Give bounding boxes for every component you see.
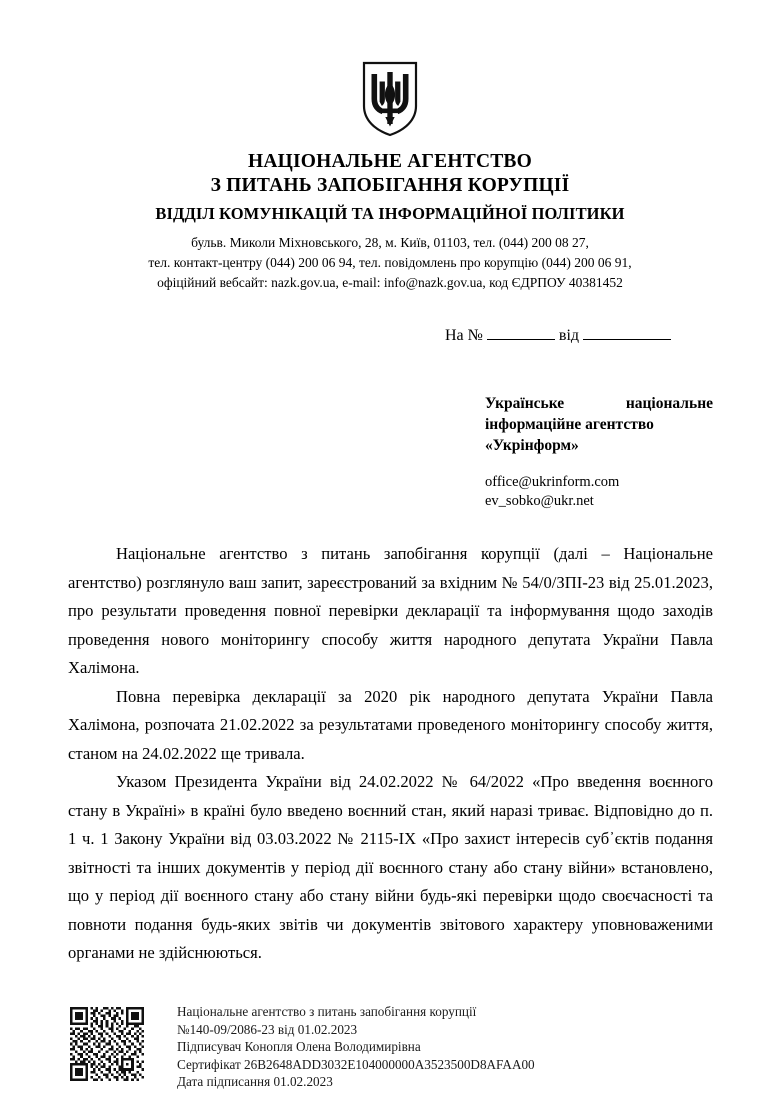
organization-title-line2: З ПИТАНЬ ЗАПОБІГАННЯ КОРУПЦІЇ	[210, 175, 570, 196]
qr-code-icon	[70, 1007, 144, 1081]
reference-na-input[interactable]	[487, 339, 555, 340]
body-paragraph: Національне агентство з питань запобігання корупції (далі – Національне агентство) розглянуло ваш запит, зареєстрований за вхідним № 54/0/ЗПІ-23 від 25.01.2023, про результати проведення повної перевірки декларації та інформування щодо заходів проведення нового моніторингу способу життя народного депутата України Павла Халімона.	[68, 544, 713, 677]
signature-organization: Національне агентство з питань запобігання корупції	[177, 1004, 477, 1019]
signature-signer: Підписувач Конопля Олена Володимирівна	[177, 1039, 421, 1055]
letter-body	[68, 540, 713, 968]
contact-details	[60, 233, 720, 293]
body-paragraph: Повна перевірка декларації за 2020 рік народного депутата України Павла Халімона, розпочата 21.02.2022 за результатами проведеного моніторингу способу життя, станом на 24.02.2022 ще тривала.	[68, 686, 713, 763]
body-paragraph: Указом Президента України від 24.02.2022 № 64/2022 «Про введення воєнного стану в Україні» в країні було введено воєнний стан, який наразі триває. Відповідно до п. 1 ч. 1 Закону України від 03.03.2022 № 2115-IX «Про захист інтересів суб᾽єктів подання звітності та інших документів у період дії воєнного стану або стану війни» встановлено, що у період дії воєнного стану або стану війни будь-які перевірки щодо своєчасності та повноти подання будь-яких звітів чи документів звітового характеру уповноваженими органами не здійснюються.	[68, 772, 713, 962]
addressee-email-secondary: ev_sobko@ukr.net	[485, 493, 594, 509]
contact-address-line: бульв. Миколи Міхновського, 28, м. Київ, 01103, тел. (044) 200 08 27,	[191, 235, 589, 250]
reference-vid-label: від	[558, 327, 580, 344]
reference-vid-input[interactable]	[583, 339, 671, 340]
addressee-email-primary: office@ukrinform.com	[485, 474, 620, 490]
emblem-container	[0, 60, 780, 138]
signature-date: Дата підписання 01.02.2023	[177, 1074, 333, 1090]
letterhead-header	[60, 150, 720, 293]
digital-signature-block	[70, 1003, 535, 1091]
signature-certificate: Сертифікат 26B2648ADD3032E104000000A3523500D8AFAA00	[177, 1056, 535, 1072]
addressee-name-line1: Українське національне	[485, 395, 713, 412]
addressee-block	[485, 393, 713, 511]
addressee-name-line3: «Укрінформ»	[485, 437, 579, 454]
addressee-name	[485, 393, 713, 456]
department-title: ВІДДІЛ КОМУНІКАЦІЙ ТА ІНФОРМАЦІЙНОЇ ПОЛІТИКИ	[155, 204, 625, 223]
reference-line	[445, 326, 671, 346]
signature-details	[177, 1003, 535, 1091]
organization-title	[60, 150, 720, 198]
reference-na-label: На №	[445, 327, 483, 344]
addressee-emails	[485, 473, 713, 511]
addressee-name-line2: інформаційне агентство	[485, 416, 654, 433]
signature-document-number: №140-09/2086-23 від 01.02.2023	[177, 1021, 358, 1037]
ukrainian-trident-coat-of-arms-icon	[361, 60, 419, 138]
contact-phones-line: тел. контакт-центру (044) 200 06 94, тел. повідомлень про корупцію (044) 200 06 91,	[148, 255, 632, 270]
organization-title-line1: НАЦІОНАЛЬНЕ АГЕНТСТВО	[247, 151, 533, 172]
contact-web-line: офіційний вебсайт: nazk.gov.ua, e-mail: info@nazk.gov.ua, код ЄДРПОУ 40381452	[157, 275, 623, 290]
